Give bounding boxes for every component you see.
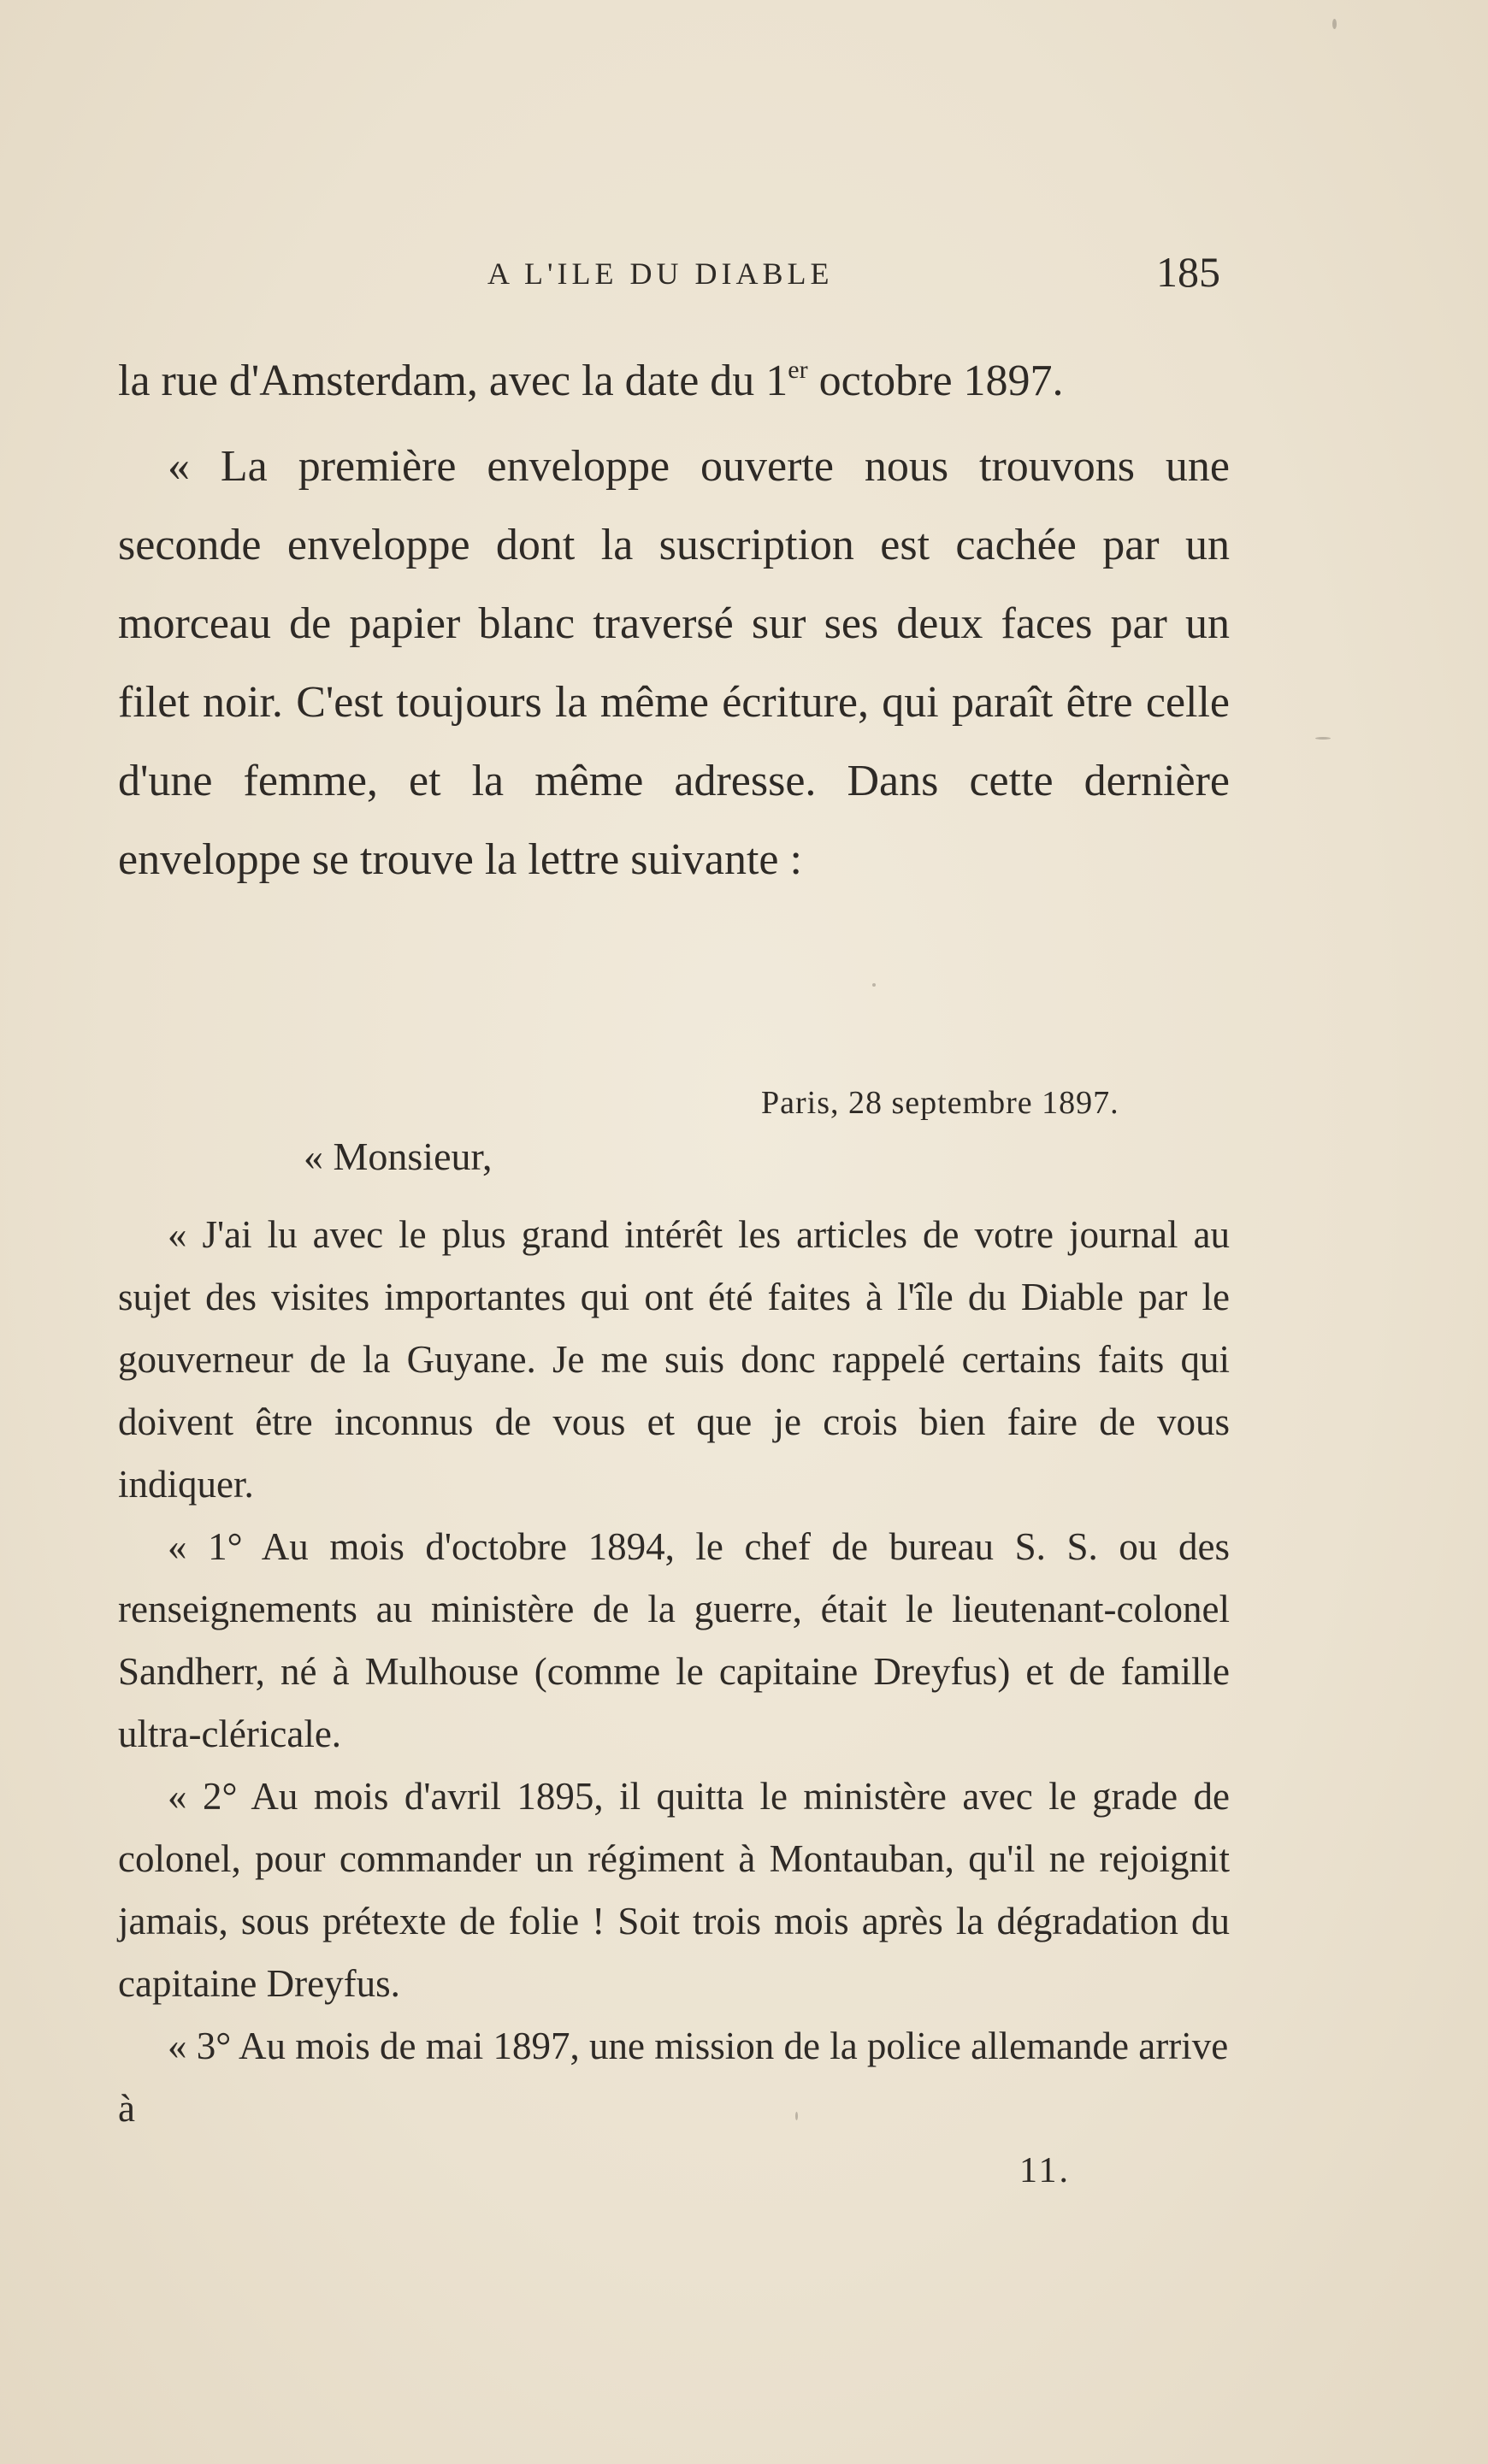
ordinal-superscript: er (788, 356, 808, 384)
paragraph-continuation (118, 342, 1230, 421)
body-text (118, 342, 1230, 899)
letter-paragraph: « 1° Au mois d'octobre 1894, le chef de bureau S. S. ou des renseignements au ministère de la guerre, était le lieutenant-colonel Sandherr, né à Mulhouse (comme le capitaine Dreyfus) et de famille ultra-cléricale. (118, 1525, 1230, 1755)
running-title: A L'ILE DU DIABLE (487, 256, 834, 291)
signature-mark: 11. (1019, 2151, 1071, 2190)
letter-body (118, 1204, 1230, 2140)
paper-speck (1332, 19, 1337, 29)
paper-speck (872, 983, 876, 987)
letter-paragraph: « 3° Au mois de mai 1897, une mission de la police allemande arrive à (118, 2025, 1229, 2130)
letter-paragraph: « J'ai lu avec le plus grand intérêt les articles de votre journal au sujet des visites importantes qui ont été faites à l'île du Diable par le gouverneur de la Guyane. Je me suis donc rappelé certains faits qui doivent être inconnus de vous et que je crois bien faire de vous indiquer. (118, 1213, 1230, 1506)
letter-paragraph: « 2° Au mois d'avril 1895, il quitta le ministère avec le grade de colonel, pour commander un régiment à Montauban, qu'il ne rejoignit jamais, sous prétexte de folie ! Soit trois mois après la dégradation du capitaine Dreyfus. (118, 1775, 1230, 2005)
paragraph-text: la rue d'Amsterdam, avec la date du 1 (118, 357, 788, 405)
running-head (0, 248, 1488, 304)
letter-dateline: Paris, 28 septembre 1897. (761, 1085, 1119, 1121)
paragraph-text: octobre 1897. (807, 357, 1064, 405)
letter-salutation: « Monsieur, (304, 1135, 493, 1178)
paper-speck (795, 2112, 798, 2120)
paragraph-envelope: « La première enveloppe ouverte nous trouvons une seconde enveloppe dont la suscription est cachée par un morceau de papier blanc traversé sur ses deux faces par un filet noir. C'est toujours la même écriture, qui paraît être celle d'une femme, et la même adresse. Dans cette dernière enveloppe se trouve la lettre suivante : (118, 442, 1230, 884)
page-number: 185 (1156, 248, 1220, 296)
paper-speck (1315, 737, 1331, 740)
